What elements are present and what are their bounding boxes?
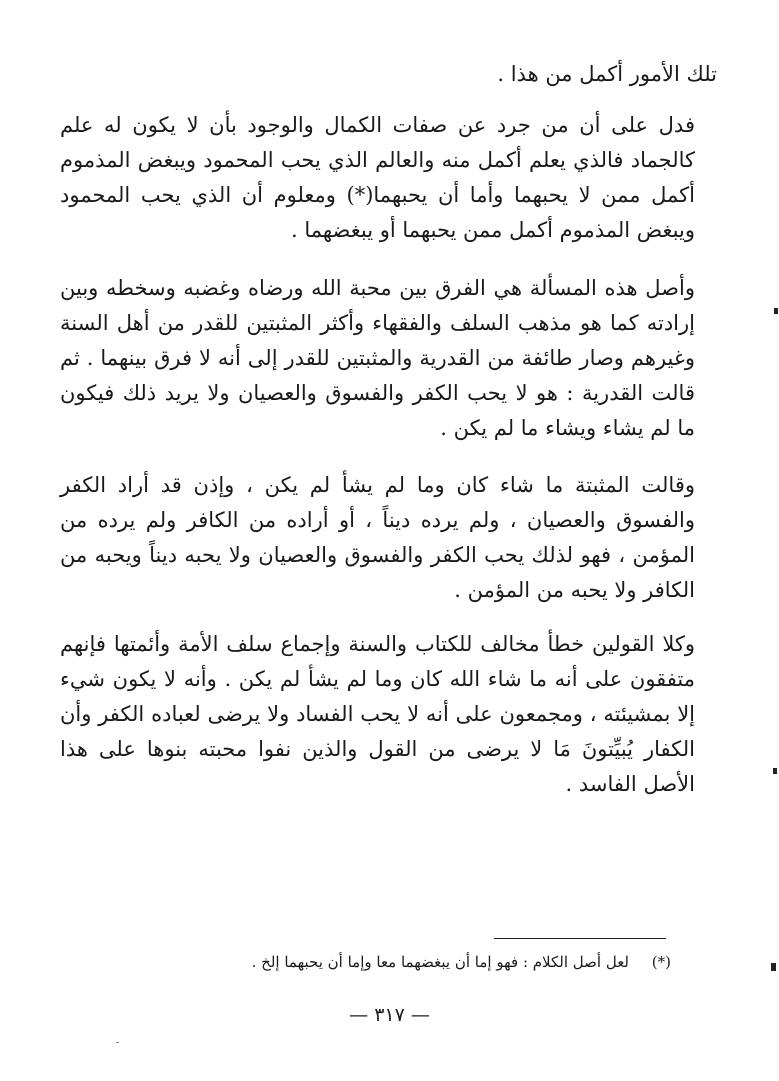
scan-speck — [116, 1042, 119, 1043]
paragraph-text: تلك الأمور أكمل من هذا . — [497, 62, 717, 86]
paragraph-1 — [60, 108, 717, 248]
footnote-divider — [494, 938, 666, 939]
scan-speck — [774, 308, 778, 314]
scan-speck — [773, 768, 777, 774]
paragraph-continuation — [60, 57, 717, 92]
paragraph-text: وأصل هذه المسألة هي الفرق بين محبة الله ورضاه وغضبه وسخطه وبين إرادته كما هو مذهب السلف والفقهاء وأكثر المثبتين للقدر من أهل السنة وغيرهم وصار طائفة من القدرية والمثبتين للقدر إلى أنه لا فرق بينهما . ثم قالت القدرية : هو لا يحب الكفر والفسوق والعصيان ولا يريد ذلك فيكون ما لم يشاء ويشاء ما لم يكن . — [60, 276, 695, 440]
footnote — [252, 950, 671, 974]
paragraph-text: وكلا القولين خطأ مخالف للكتاب والسنة وإجماع سلف الأمة وأئمتها فإنهم متفقون على أنه ما شاء الله كان وما لم يشأ لم يكن . وأنه لا يكون شيء إلا بمشيئته ، ومجمعون على أنه لا يحب الفساد ولا يرضى لعباده الكفر وأن الكفار يُبيِّتونَ مَا لا يرضى من القول والذين نفوا محبته بنوها على هذا الأصل الفاسد . — [60, 632, 695, 796]
footnote-marker: (*) — [651, 953, 671, 971]
footnote-text: لعل أصل الكلام : فهو إما أن يبغضهما معا وإما أن يحبهما إلخ . — [251, 953, 629, 971]
paragraph-4 — [60, 627, 717, 802]
paragraph-text: وقالت المثبتة ما شاء كان وما لم يشأ لم يكن ، وإذن قد أراد الكفر والفسوق والعصيان ، ولم يرده ديناً ، أو أراده من الكافر ولم يرده من المؤمن ، فهو لذلك يحب الكفر والفسوق والعصيان ولا يحبه ديناً ويحبه من الكافر ولا يحبه من المؤمن . — [60, 473, 695, 602]
scan-speck — [771, 963, 776, 971]
page-number: — ٣١٧ — — [349, 1004, 430, 1026]
paragraph-text: فدل على أن من جرد عن صفات الكمال والوجود بأن لا يكون له علم كالجماد فالذي يعلم أكمل منه والعالم الذي يحب المحمود ويبغض المذموم أكمل ممن لا يحبهما وأما أن يحبهما(*) ومعلوم أن الذي يحب المحمود ويبغض المذموم أكمل ممن يحبهما أو يبغضهما . — [60, 113, 695, 242]
paragraph-2 — [60, 271, 717, 446]
paragraph-3 — [60, 468, 717, 608]
